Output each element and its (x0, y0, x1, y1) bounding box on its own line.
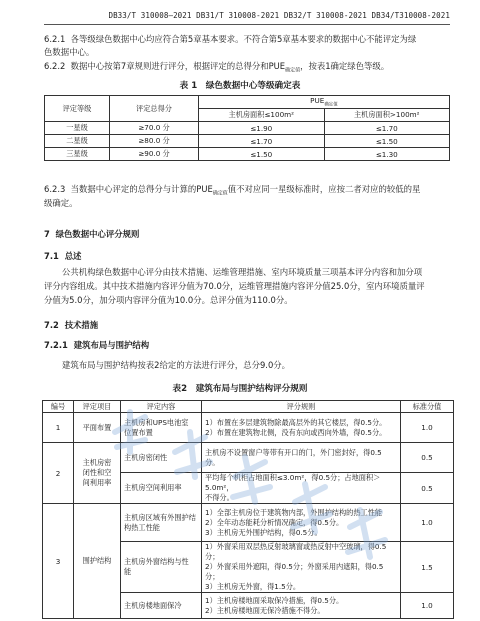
item-line: 主机房密 (82, 458, 112, 467)
score-cell: ≥90.0 分 (110, 148, 199, 161)
rule-line: 3）主机房无外窗，得1.5分。 (205, 582, 301, 591)
rule-line: 1）全部主机房位于建筑物内部，外围护结构的热工性能 (205, 507, 383, 517)
row-score: 1.0 (401, 504, 454, 542)
row-rules (202, 542, 401, 593)
pue-small-cell: ≤1.90 (199, 122, 325, 135)
clause-text: 各等级绿色数据中心均应符合第5章基本要求。不符合第5章基本要求的数据中心不能评定为绿 (70, 34, 417, 44)
grade-table (44, 95, 450, 161)
clause-6-2-3-line1 (44, 183, 420, 201)
table-row (43, 443, 454, 473)
th-grade: 评定等级 (45, 96, 110, 122)
content-line: 主机房外窗结构与性 (124, 557, 189, 566)
rule-line: 平均每个机柜占地面积≤3.0m²，得0.5分；占地面积＞5.0m²， (205, 473, 381, 492)
chapter-number: 7 (44, 229, 50, 239)
row-item: 平面布置 (74, 413, 121, 443)
clause-6-2-1-line1 (44, 33, 416, 46)
row-content: 主机房空间利用率 (121, 473, 202, 504)
section-number: 7.1 (44, 251, 59, 261)
clause-6-2-2 (44, 60, 389, 78)
row-content (121, 504, 202, 542)
section-7-1-heading (44, 250, 81, 263)
th-pue-sub: 确定值 (324, 102, 338, 108)
content-line: 构热工性能 (124, 522, 160, 532)
scoring-table (42, 400, 454, 619)
clause-text: 数据中心按第7章规则进行评分，根据评定的总得分和PUE (70, 61, 286, 71)
row-rules (202, 443, 401, 473)
th-rules: 评分规则 (202, 401, 401, 413)
clause-text: 值不对应同一星级标准时，应按二者对应的较低的星 (227, 184, 421, 194)
th-pue-label: PUE (310, 96, 325, 106)
standard-codes-header: DB33/T 310008—2021 DB31/T 310008-2021 DB32/T 310008-2021 DB34/T310008-2021 (108, 11, 450, 20)
chapter-title: 绿色数据中心评分规则 (55, 229, 140, 239)
clause-text: ，按表1确定绿色等级。 (300, 61, 390, 71)
clause-6-2-1-line2: 色数据中心。 (44, 47, 95, 57)
row-number: 2 (43, 443, 74, 504)
th-total-score: 评定总得分 (110, 96, 199, 122)
row-item (74, 443, 121, 504)
clause-number: 6.2.1 (44, 34, 66, 44)
clause-text: 当数据中心评定的总得分与计算的PUE (70, 184, 213, 194)
th-content: 评定内容 (121, 401, 202, 413)
section-7-1-line3: 分值为5.0分，加分项内容评分值为10.0分。总评分值为110.0分。 (44, 295, 293, 305)
grade-row (45, 148, 450, 161)
row-rules (202, 504, 401, 542)
grade-cell: 二星级 (45, 135, 110, 148)
grade-row (45, 135, 450, 148)
pue-large-cell: ≤1.50 (324, 135, 450, 148)
row-number: 3 (43, 504, 74, 619)
table-row (43, 504, 454, 542)
clause-6-2-3-line2: 级确定。 (44, 198, 78, 208)
th-number: 编号 (43, 401, 74, 413)
rule-line: 2）全年动态能耗分析情况确定，得0.5分。 (205, 517, 344, 527)
th-item: 评定项目 (74, 401, 121, 413)
rule-line: 3）主机房无外围护结构，得0.5分。 (205, 527, 322, 537)
table2-caption: 表2 建筑布局与围护结构评分规则 (172, 384, 308, 394)
content-line: 主机房和UPS电池室 (124, 417, 189, 427)
item-line: 间利用率 (82, 478, 112, 487)
section-7-2-heading (44, 319, 98, 332)
rule-line: 1）外窗采用双层热反射玻璃窗或热反射中空玻璃，得0.5分； (205, 542, 387, 561)
row-content (121, 413, 202, 443)
table-row (43, 413, 454, 443)
pue-large-cell: ≤1.70 (324, 122, 450, 135)
th-small-room: 主机房面积≤100m² (199, 109, 325, 122)
rule-line: 分。 (205, 457, 220, 467)
section-title: 建筑布局与围护结构 (73, 340, 150, 350)
content-line: 主机房区域有外围护结 (124, 512, 196, 522)
row-rules (202, 473, 401, 504)
section-number: 7.2 (44, 320, 59, 330)
row-score: 1.0 (401, 413, 454, 443)
row-rules (202, 413, 401, 443)
grade-cell: 三星级 (45, 148, 110, 161)
th-pue (199, 96, 450, 109)
row-score: 1.5 (401, 542, 454, 593)
rule-line: 1）布置在多层建筑物除最高层外的其它楼层，得0.5分。 (205, 417, 387, 427)
row-score: 1.0 (401, 593, 454, 619)
item-line: 闭性和空 (82, 468, 112, 477)
pue-subscript: 确定值 (212, 190, 228, 197)
row-content (121, 542, 202, 593)
pue-large-cell: ≤1.30 (324, 148, 450, 161)
table2-header-row (43, 401, 454, 413)
row-item: 围护结构 (74, 504, 121, 619)
section-title: 技术措施 (64, 320, 99, 330)
grade-cell: 一星级 (45, 122, 110, 135)
row-rules (202, 593, 401, 619)
score-cell: ≥80.0 分 (110, 135, 199, 148)
clause-number: 6.2.3 (44, 184, 66, 194)
row-content: 主机房密闭性 (121, 443, 202, 473)
rule-line: 2）布置在建筑物北侧，没有东向或西向外墙，得0.5分。 (205, 427, 387, 437)
pue-small-cell: ≤1.50 (199, 148, 325, 161)
clause-number: 6.2.2 (44, 61, 66, 71)
row-score: 0.5 (401, 443, 454, 473)
row-score: 0.5 (401, 473, 454, 504)
rule-line: 主机房不设置窗户等带有开口的门，外门密封好，得0.5 (205, 447, 382, 457)
th-large-room: 主机房面积>100m² (324, 109, 450, 122)
rule-line: 2）外窗采用外遮阳，得0.5分；外窗采用内遮阳，得0.5分； (205, 562, 384, 581)
content-line: 能 (124, 567, 132, 576)
table1-caption: 表 1 绿色数据中心等级确定表 (179, 81, 301, 91)
section-7-2-1-body: 建筑布局与围护结构按表2给定的方法进行评分，总分9.0分。 (62, 360, 291, 370)
header-rule (44, 24, 450, 25)
section-7-2-1-heading (44, 339, 149, 352)
score-cell: ≥70.0 分 (110, 122, 199, 135)
pue-small-cell: ≤1.70 (199, 135, 325, 148)
chapter-7-heading (44, 228, 139, 241)
pue-subscript: 确定值 (285, 67, 301, 74)
section-7-1-line2: 评分内容组成。其中技术措施内容评分值为70.0分，运维管理措施内容评分值25.0分，室内环境质量评 (44, 281, 425, 291)
rule-line: 2）主机房楼地面无保冷措施不得分。 (205, 605, 325, 615)
content-line: 位置布置 (124, 427, 153, 437)
th-score: 标准分值 (401, 401, 454, 413)
section-title: 总述 (64, 251, 82, 261)
rule-line: 不得分。 (205, 493, 234, 502)
row-number: 1 (43, 413, 74, 443)
section-number: 7.2.1 (44, 340, 68, 350)
rule-line: 1）主机房楼地面采取保冷措施，得0.5分。 (205, 595, 344, 605)
grade-row (45, 122, 450, 135)
section-7-1-line1: 公共机构绿色数据中心评分由技术措施、运维管理措施、室内环境质量三项基本评分内容和加分项 (62, 267, 423, 277)
row-content: 主机房楼地面保冷 (121, 593, 202, 619)
